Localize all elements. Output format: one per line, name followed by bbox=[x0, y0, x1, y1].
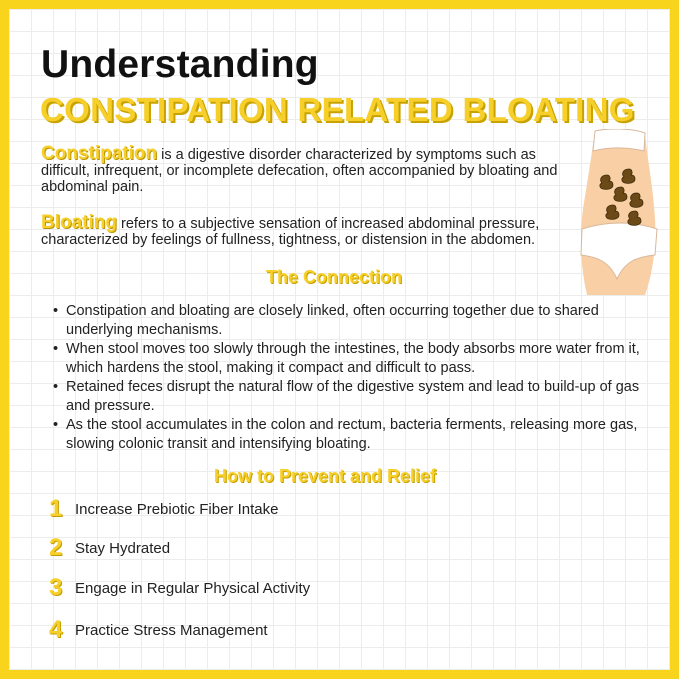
bullet-dot: • bbox=[53, 341, 59, 357]
page-subtitle: CONSTIPATION RELATED BLOATING bbox=[40, 91, 635, 128]
step-text: Increase Prebiotic Fiber Intake bbox=[75, 501, 279, 518]
step-number: 2 bbox=[49, 534, 63, 561]
bullet-dot: • bbox=[53, 303, 59, 319]
constipation-definition bbox=[41, 143, 571, 195]
step-number: 3 bbox=[49, 574, 63, 601]
step-text: Engage in Regular Physical Activity bbox=[75, 580, 311, 597]
list-item: • As the stool accumulates in the colon and rectum, bacteria ferments, releasing more gas, slowing colonic transit and intensifying bloating. bbox=[53, 417, 638, 452]
step-number: 4 bbox=[49, 616, 63, 643]
list-item: • Constipation and bloating are closely linked, often occurring together due to shared underlying mechanisms. bbox=[53, 303, 599, 338]
list-item: • When stool moves too slowly through the intestines, the body absorbs more water from it, which hardens the stool, making it compact and difficult to pass. bbox=[53, 341, 640, 376]
step-text: Stay Hydrated bbox=[75, 540, 171, 557]
prevention-heading: How to Prevent and Relief bbox=[214, 466, 437, 486]
step-number: 1 bbox=[49, 495, 63, 522]
connection-heading: The Connection bbox=[266, 267, 402, 287]
list-item: • Retained feces disrupt the natural flow of the digestive system and lead to build-up of gas and pressure. bbox=[53, 379, 640, 414]
bloating-text: refers to a subjective sensation of increased abdominal pressure, characterized by feelings of fullness, tightness, or distension in the abdomen. bbox=[41, 216, 540, 248]
constipation-text: is a digestive disorder characterized by symptoms such as difficult, infrequent, or incomplete defecation, often accompanied by bloating and abdominal pain. bbox=[41, 147, 558, 195]
bullet-dot: • bbox=[53, 417, 59, 433]
connection-list bbox=[49, 302, 664, 454]
page-title: Understanding bbox=[41, 43, 319, 86]
step-text: Practice Stress Management bbox=[75, 622, 268, 639]
constipation-keyword: Constipation bbox=[41, 143, 158, 164]
bloating-keyword: Bloating bbox=[41, 212, 117, 233]
abdomen-with-stool-icon bbox=[577, 129, 659, 297]
bullet-dot: • bbox=[53, 379, 59, 395]
bloating-definition bbox=[41, 212, 571, 248]
